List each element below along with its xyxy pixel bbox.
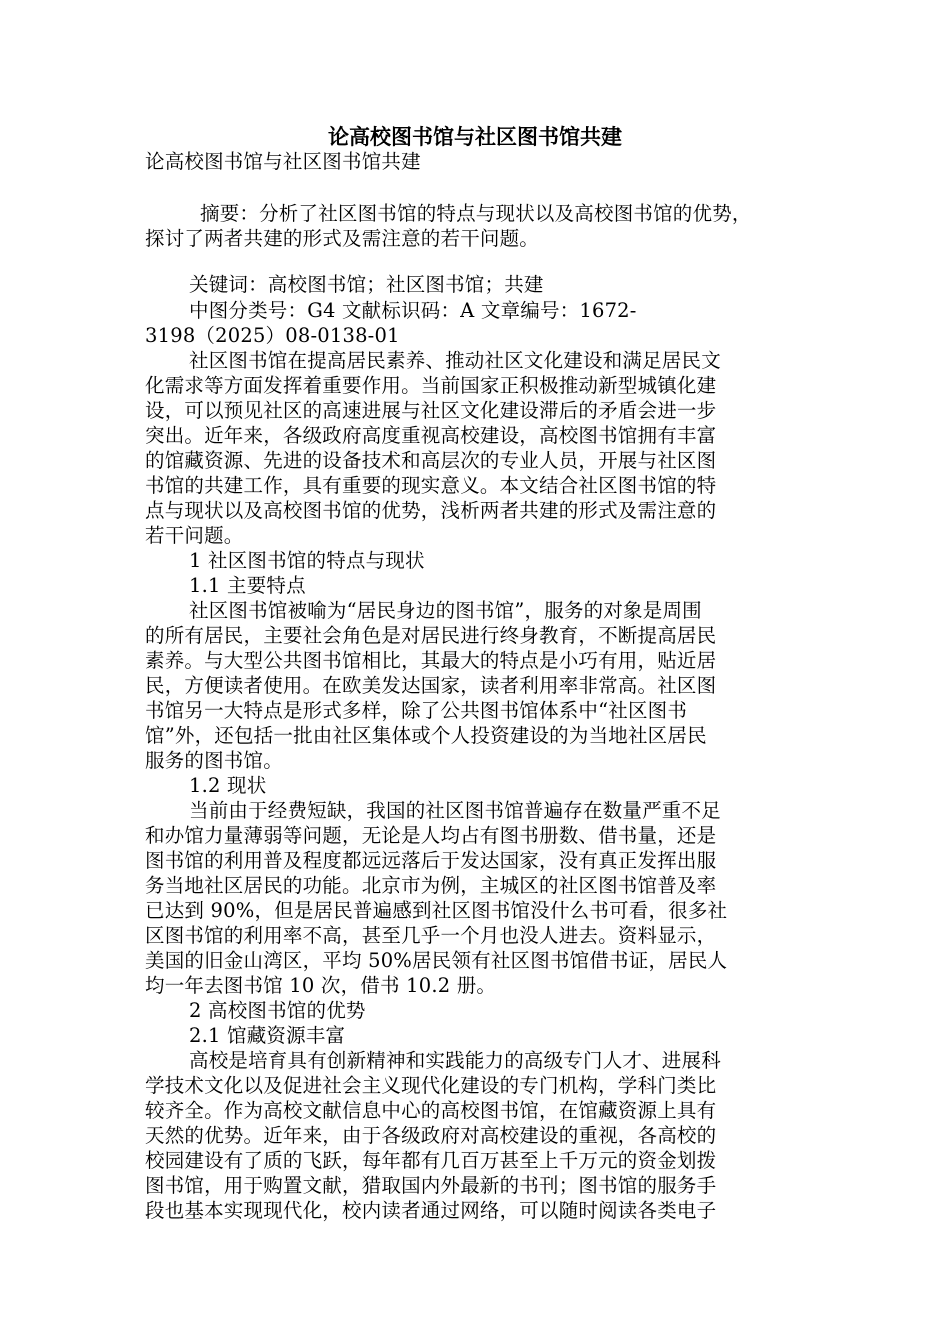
document-title: 论高校图书馆与社区图书馆共建 xyxy=(328,124,622,149)
classification-line: 3198（2025）08-0138-01 xyxy=(145,324,400,347)
subsection-heading: 1.2 现状 xyxy=(189,774,267,797)
paragraph-line: 素养。与大型公共图书馆相比，其最大的特点是小巧有用，贴近居 xyxy=(145,649,717,672)
paragraph-line: 当前由于经费短缺，我国的社区图书馆普遍存在数量严重不足 xyxy=(189,799,721,822)
paragraph-line: 高校是培育具有创新精神和实践能力的高级专门人才、进展科 xyxy=(189,1049,721,1072)
paragraph-line: 学技术文化以及促进社会主义现代化建设的专门机构，学科门类比 xyxy=(145,1074,717,1097)
subtitle-line: 论高校图书馆与社区图书馆共建 xyxy=(145,150,421,173)
keywords-line: 关键词：高校图书馆；社区图书馆；共建 xyxy=(189,273,544,296)
paragraph-line: 均一年去图书馆 10 次，借书 10.2 册。 xyxy=(145,974,497,997)
paragraph-line: 点与现状以及高校图书馆的优势，浅析两者共建的形式及需注意的 xyxy=(145,499,717,522)
paragraph-line: 社区图书馆在提高居民素养、推动社区文化建设和满足居民文 xyxy=(189,349,721,372)
paragraph-line: 的所有居民，主要社会角色是对居民进行终身教育，不断提高居民 xyxy=(145,624,717,647)
paragraph-line: 若干问题。 xyxy=(145,524,244,547)
paragraph-line: 的馆藏资源、先进的设备技术和高层次的专业人员，开展与社区图 xyxy=(145,449,717,472)
paragraph-line: 务当地社区居民的功能。北京市为例，主城区的社区图书馆普及率 xyxy=(145,874,717,897)
paragraph-line: 化需求等方面发挥着重要作用。当前国家正积极推动新型城镇化建 xyxy=(145,374,717,397)
section-heading: 2 高校图书馆的优势 xyxy=(189,999,366,1022)
abstract-line: 探讨了两者共建的形式及需注意的若干问题。 xyxy=(145,227,540,250)
paragraph-line: 段也基本实现现代化，校内读者通过网络，可以随时阅读各类电子 xyxy=(145,1199,717,1222)
subsection-heading: 2.1 馆藏资源丰富 xyxy=(189,1024,346,1047)
section-heading: 1 社区图书馆的特点与现状 xyxy=(189,549,425,572)
paragraph-line: 已达到 90%，但是居民普遍感到社区图书馆没什么书可看，很多社 xyxy=(145,899,728,922)
paragraph-line: 设，可以预见社区的高速进展与社区文化建设滞后的矛盾会进一步 xyxy=(145,399,717,422)
paragraph-line: 突出。近年来，各级政府高度重视高校建设，高校图书馆拥有丰富 xyxy=(145,424,717,447)
paragraph-line: 和办馆力量薄弱等问题，无论是人均占有图书册数、借书量，还是 xyxy=(145,824,717,847)
paragraph-line: 天然的优势。近年来，由于各级政府对高校建设的重视，各高校的 xyxy=(145,1124,717,1147)
subsection-heading: 1.1 主要特点 xyxy=(189,574,306,597)
paragraph-line: 较齐全。作为高校文献信息中心的高校图书馆，在馆藏资源上具有 xyxy=(145,1099,717,1122)
paragraph-line: 服务的图书馆。 xyxy=(145,749,283,772)
paragraph-line: 书馆的共建工作，具有重要的现实意义。本文结合社区图书馆的特 xyxy=(145,474,717,497)
paragraph-line: 校园建设有了质的飞跃，每年都有几百万甚至上千万元的资金划拨 xyxy=(145,1149,717,1172)
paragraph-line: 书馆另一大特点是形式多样，除了公共图书馆体系中“社区图书 xyxy=(145,699,688,722)
paragraph-line: 区图书馆的利用率不高，甚至几乎一个月也没人进去。资料显示， xyxy=(145,924,717,947)
paragraph-line: 图书馆，用于购置文献，猎取国内外最新的书刊；图书馆的服务手 xyxy=(145,1174,717,1197)
paragraph-line: 社区图书馆被喻为“居民身边的图书馆”，服务的对象是周围 xyxy=(189,599,702,622)
paragraph-line: 图书馆的利用普及程度都远远落后于发达国家，没有真正发挥出服 xyxy=(145,849,717,872)
classification-line: 中图分类号：G4 文献标识码：A 文章编号：1672- xyxy=(189,299,637,322)
paragraph-line: 民，方便读者使用。在欧美发达国家，读者利用率非常高。社区图 xyxy=(145,674,717,697)
paragraph-line: 馆”外，还包括一批由社区集体或个人投资建设的为当地社区居民 xyxy=(145,724,707,747)
abstract-line: 摘要：分析了社区图书馆的特点与现状以及高校图书馆的优势， xyxy=(200,202,752,225)
paragraph-line: 美国的旧金山湾区，平均 50%居民领有社区图书馆借书证，居民人 xyxy=(145,949,728,972)
